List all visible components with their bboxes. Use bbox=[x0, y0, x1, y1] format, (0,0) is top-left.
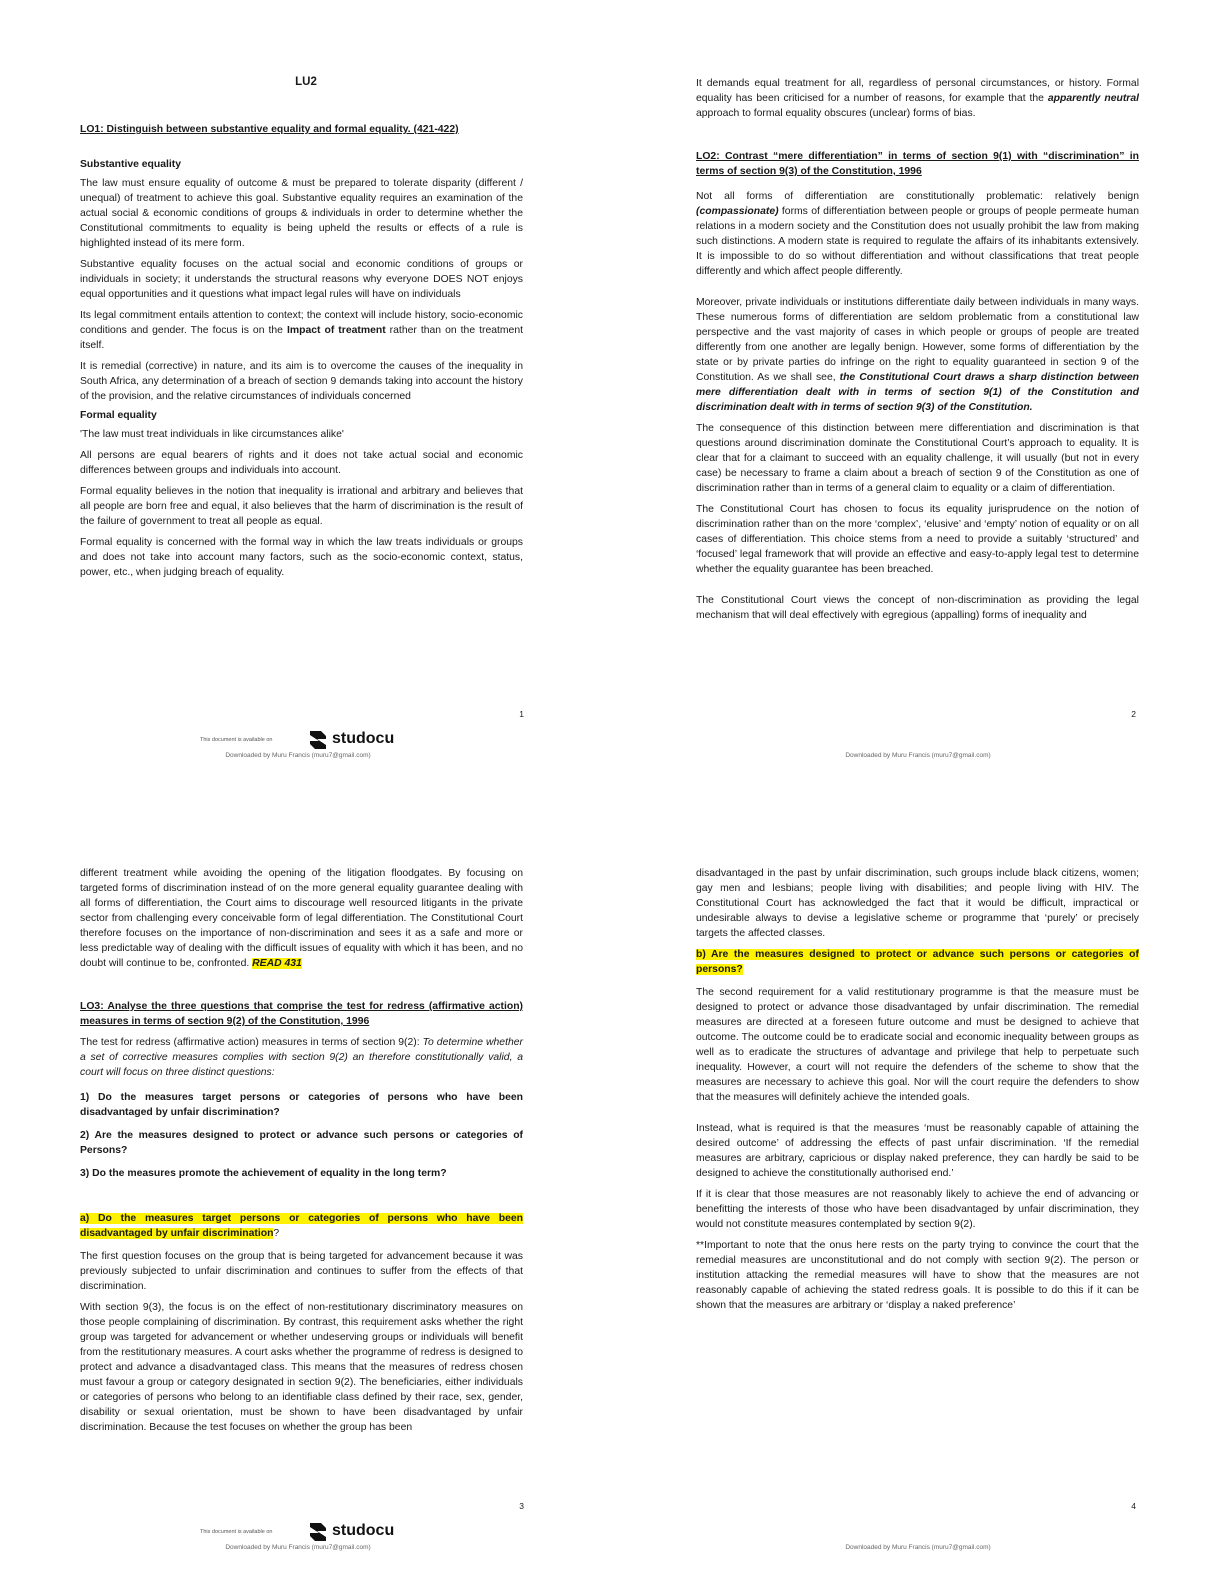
bold-text: Impact of treatment bbox=[286, 325, 386, 336]
paragraph: The first question focuses on the group that is being targeted for advancement because it was previously subjected to unfair discrimination and continues to suffer from the effects of that discrimination. bbox=[80, 1251, 523, 1292]
paragraph bbox=[80, 1035, 523, 1080]
text-run: approach to formal equality obscures (unclear) forms of bias. bbox=[696, 108, 976, 119]
page-number: 4 bbox=[1131, 1501, 1136, 1511]
page-1-body bbox=[80, 122, 523, 586]
page-4-body bbox=[696, 866, 1139, 1319]
formal-equality-heading: Formal equality bbox=[80, 410, 157, 421]
paragraph: The Constitutional Court has chosen to focus its equality jurisprudence on the notion of discrimination rather than on the more ‘complex’, ‘elusive’ and ‘empty’ notion of equality or on all cases of differentiation. This choice stems from a need to provide a suitably ‘structured’ and ‘focused’ legal framework that will provide an effective and easy-to-apply legal test to determine whether the equality guarantee has been breached. bbox=[696, 504, 1139, 575]
page-1 bbox=[0, 0, 612, 792]
text-run: Its legal commitment entails attention to context; the context will include history, socio-economic conditions and gender. The focus is on the bbox=[80, 310, 523, 336]
page-3 bbox=[0, 792, 612, 1584]
document-title: LU2 bbox=[295, 76, 317, 88]
availability-text: This document is available on bbox=[200, 1529, 273, 1535]
paragraph: The consequence of this distinction between mere differentiation and discrimination is that questions around discrimination dominate the Constitutional Court’s approach to equality. It is clear that for a claimant to succeed with an equality challenge, it will usually (but not in every case) be necessary to frame a claim about a breach of section 9 of the Constitution as one of discrimination rather than in terms of a general claim to equality or a claim of differentiation. bbox=[696, 423, 1139, 494]
studocu-wordmark: studocu bbox=[332, 1522, 395, 1539]
paragraph bbox=[696, 76, 1139, 121]
page-2 bbox=[612, 0, 1224, 792]
page-number: 1 bbox=[519, 709, 524, 719]
paragraph: Instead, what is required is that the measures ‘must be reasonably capable of attaining the desired outcome’ of addressing the effects of past unfair discrimination. ‘If the remedial measures are arbitrary, capricious or display naked preference, they can hardly be said to be designed to achieve the constitutionally authorised end.’ bbox=[696, 1123, 1139, 1179]
substantive-equality-heading: Substantive equality bbox=[80, 159, 182, 170]
page-number: 3 bbox=[519, 1501, 524, 1511]
studocu-brand[interactable] bbox=[200, 728, 420, 754]
bold-italic-text: apparently neutral bbox=[1047, 93, 1139, 104]
text-run: It demands equal treatment for all, regardless of personal circumstances, or history. Formal equality has been criticised for a number of reasons, for example that the bbox=[696, 78, 1139, 104]
paragraph: Substantive equality focuses on the actual social and economic conditions of groups or individuals in society; it understands the structural reasons why everyone DOES NOT enjoys equal opportunities and it questions what impact legal rules will have on individuals bbox=[80, 259, 523, 300]
text-run: Moreover, private individuals or institutions differentiate daily between individuals in many ways. These numerous forms of differentiation are seldom problematic from a constitutional law perspective and the vast majority of cases in which people or groups of people are treated differently from one another are legally benign. However, some forms of differentiation by the state or by private parties do infringe on the right to equality guaranteed in section 9 of the Constitution. As we shall see, bbox=[696, 297, 1139, 383]
page-number: 2 bbox=[1131, 709, 1136, 719]
download-credit: Downloaded by Muru Francis (muru7@gmail.com) bbox=[845, 752, 991, 759]
studocu-brand[interactable] bbox=[200, 1520, 420, 1546]
page-4 bbox=[612, 792, 1224, 1584]
download-credit: Downloaded by Muru Francis (muru7@gmail.com) bbox=[845, 1544, 991, 1551]
question-1: 1) Do the measures target persons or categories of persons who have been disadvantaged by unfair discrimination? bbox=[80, 1092, 523, 1118]
text-run: rather than on the treatment itself. bbox=[80, 325, 524, 351]
text-run: forms of differentiation between people or groups of people permeate human relations in a modern society and the Constitution does not usually prohibit the law from making such distinctions. A modern state is required to regulate the affairs of its inhabitants extensively. It is impossible to do so without differentiation and without classifications that treat people differently and which affect people differently. bbox=[696, 206, 1139, 277]
question-b-heading bbox=[696, 947, 1139, 977]
italic-text: To determine whether a set of corrective measures complies with section 9(2) an therefore constitutionally valid, a court will focus on three distinct questions: bbox=[80, 1037, 523, 1078]
lo1-heading: LO1: Distinguish between substantive equality and formal equality. (421-422) bbox=[80, 124, 459, 135]
text-run: Not all forms of differentiation are constitutionally problematic: relatively benign bbox=[696, 191, 1139, 202]
paragraph: The Constitutional Court views the concept of non-discrimination as providing the legal mechanism that will deal effectively with egregious (appalling) forms of inequality and bbox=[696, 595, 1139, 621]
question-3: 3) Do the measures promote the achievement of equality in the long term? bbox=[80, 1168, 447, 1179]
text-run: ? bbox=[273, 1228, 280, 1239]
page-2-body bbox=[696, 76, 1139, 629]
paragraph: The second requirement for a valid restitutionary programme is that the measure must be designed to protect or advance those disadvantaged by unfair discrimination. The remedial measures are directed at a foreseen future outcome and must be designed to achieve that outcome. The outcome could be to eradicate social and economic inequality between groups as well as to eradicate the structures of advantage and privilege that help to perpetuate such inequality. However, a court will not require the defenders of the scheme to show that the measures are necessary to achieve this goal. Nor will the court require the defenders to show that the measures will definitely achieve the intended goals. bbox=[696, 987, 1139, 1103]
download-credit: Downloaded by Muru Francis (muru7@gmail.com) bbox=[225, 1544, 371, 1551]
studocu-logo-icon bbox=[306, 728, 330, 752]
bold-italic-text: (compassionate) bbox=[696, 206, 779, 217]
studocu-logo-icon bbox=[306, 1520, 330, 1544]
paragraph bbox=[80, 308, 523, 353]
bold-italic-text: the Constitutional Court draws a sharp distinction between mere differentiation dealt with in terms of section 9(1) of the Constitution and discrimination dealt with in terms of section 9(3) of the Constitution. bbox=[696, 372, 1139, 413]
paragraph: With section 9(3), the focus is on the effect of non-restitutionary discriminatory measures on those people complaining of discrimination. By contrast, this requirement asks whether the right group was targeted for advancement or whether undeserving groups or individuals will benefit from the restitutionary measures. A court asks whether the programme of redress is designed to protect and advance a disadvantaged class. This means that the measures of redress chosen must favour a group or category designated in section 9(2). The beneficiaries, either individuals or categories of persons who belong to an identifiable class defined by their race, sex, gender, disability or sexual orientation, must be shown to have been disadvantaged by unfair discrimination. Because the test focuses on whether the group has been bbox=[80, 1302, 523, 1433]
highlighted-text: a) Do the measures target persons or categories of persons who have been disadvantaged by unfair discrimination bbox=[80, 1213, 523, 1239]
question-2: 2) Are the measures designed to protect or advance such persons or categories of Persons? bbox=[80, 1130, 523, 1156]
paragraph: Formal equality believes in the notion that inequality is irrational and arbitrary and believes that all people are born free and equal, it also believes that the harm of discrimination is the result of the failure of government to treat all people as equal. bbox=[80, 486, 523, 527]
paragraph: 'The law must treat individuals in like circumstances alike' bbox=[80, 429, 344, 440]
highlighted-text: READ 431 bbox=[252, 958, 302, 969]
lo3-heading: LO3: Analyse the three questions that comprise the test for redress (affirmative action) measures in terms of section 9(2) of the Constitution, 1996 bbox=[80, 1001, 523, 1027]
text-run: different treatment while avoiding the opening of the litigation floodgates. By focusing on targeted forms of discrimination instead of on the more general equality guarantee dealing with all forms of differentiation, the Court aims to discourage well resourced litigants in the private sector from challenging every conceivable form of legal differentiation. The Constitutional Court therefore focuses on the importance of non-discrimination and sees it as a safe and more or less predictable way of dealing with the difficult issues of equality with which it has been, and no doubt will continue to be, confronted. bbox=[80, 868, 523, 969]
paragraph bbox=[80, 866, 523, 971]
paragraph: disadvantaged in the past by unfair discrimination, such groups include black citizens, women; gay men and lesbians; people living with disabilities; and people living with HIV. The Constitutional Court has acknowledged the fact that it would be difficult, impractical or undesirable always to devise a legislative scheme or programme that ‘purely’ or precisely targets the affected classes. bbox=[696, 868, 1139, 939]
paragraph bbox=[696, 295, 1139, 415]
paragraph: If it is clear that those measures are not reasonably likely to achieve the end of advancing or benefitting the interests of those who have been disadvantaged by unfair discrimination, they would not constitute measures contemplated by section 9(2). bbox=[696, 1189, 1139, 1230]
highlighted-text: b) Are the measures designed to protect or advance such persons or categories of persons? bbox=[696, 949, 1139, 975]
paragraph: All persons are equal bearers of rights and it does not take actual social and economic differences between groups and individuals into account. bbox=[80, 450, 523, 476]
paragraph: **Important to note that the onus here rests on the party trying to convince the court that the remedial measures are unconstitutional and do not comply with section 9(2). The person or institution attacking the remedial measures will have to show that the measures are not reasonably capable of achieving the stated redress goals. It is possible to do this if it can be shown that the measures are arbitrary or ‘display a naked preference’ bbox=[696, 1240, 1139, 1311]
question-a-heading bbox=[80, 1211, 523, 1241]
download-credit: Downloaded by Muru Francis (muru7@gmail.com) bbox=[225, 752, 371, 759]
lo2-heading: LO2: Contrast “mere differentiation” in terms of section 9(1) with “discrimination” in terms of section 9(3) of the Constitution, 1996 bbox=[696, 151, 1139, 177]
paragraph: It is remedial (corrective) in nature, and its aim is to overcome the causes of the inequality in South Africa, any determination of a breach of section 9 demands taking into account the history of the provision, and the relative circumstances of individuals concerned bbox=[80, 361, 523, 402]
text-run: The test for redress (affirmative action) measures in terms of section 9(2): bbox=[80, 1037, 423, 1048]
paragraph bbox=[696, 189, 1139, 279]
page-3-body bbox=[80, 866, 523, 1441]
availability-text: This document is available on bbox=[200, 737, 273, 743]
paragraph: The law must ensure equality of outcome & must be prepared to tolerate disparity (different / unequal) of treatment to achieve this goal. Substantive equality requires an examination of the actual social & economic conditions of groups & individuals in order to determine whether the Constitutional commitments to equality is being upheld the results or effects of a rule is highlighted instead of its mere form. bbox=[80, 178, 523, 249]
studocu-wordmark: studocu bbox=[332, 730, 395, 747]
paragraph: Formal equality is concerned with the formal way in which the law treats individuals or groups and does not take into account many factors, such as the socio-economic context, status, power, etc., when judging breach of equality. bbox=[80, 537, 523, 578]
